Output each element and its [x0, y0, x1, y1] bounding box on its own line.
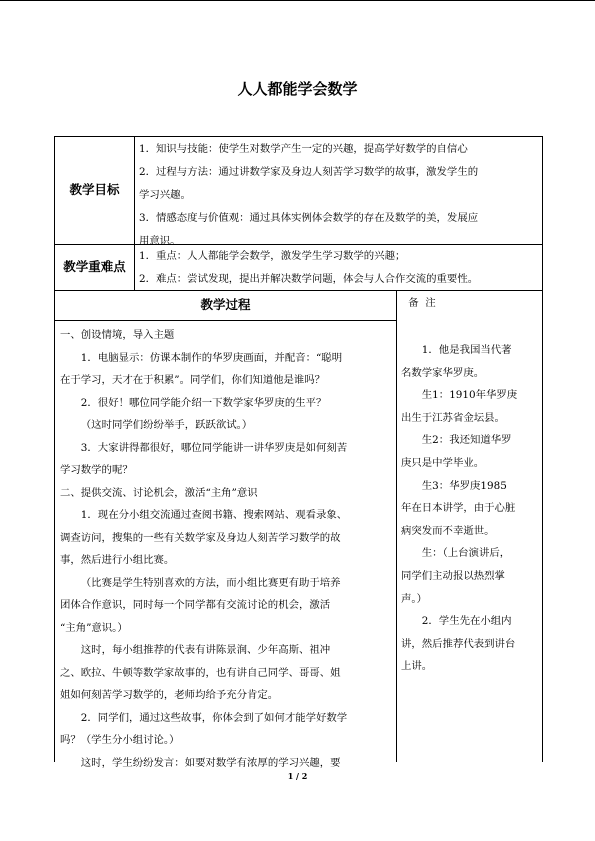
notes-line: 声。）: [401, 592, 427, 605]
page-number: 1 / 2: [287, 771, 308, 781]
notes-line: 生3：华罗庚1985: [421, 479, 507, 492]
process-line: 这时，学生纷纷发言：如要对数学有浓厚的学习兴趣，要: [80, 756, 341, 769]
objectives-line: 3．情感态度与价值观：通过具体实例体会数学的存在及数学的美，发展应: [139, 212, 479, 224]
notes-line: 2．学生先在小组内: [421, 615, 512, 628]
objectives-line: 用意识。: [139, 235, 181, 247]
process-content: [60, 324, 394, 774]
process-line: 3．大家讲得都很好，哪位同学能讲一讲华罗庚是如何刻苦: [80, 441, 348, 454]
notes-line: 病突发而不幸逝世。: [401, 524, 495, 537]
keypoints-line: 1．重点：人人都能学会数学，激发学生学习数学的兴趣；: [139, 250, 406, 262]
notes-line: 上讲。: [401, 660, 433, 673]
process-line: 二、提供交流、讨论机会，激活“主角”意识: [60, 486, 258, 499]
process-line: 吗？（学生分小组讨论。）: [60, 734, 180, 746]
objectives-label: 教学目标: [69, 182, 120, 197]
document-title: 人人都能学会数学: [237, 80, 358, 98]
notes-line: 名数学家华罗庚。: [401, 366, 485, 379]
table-divider-label-column: [134, 136, 135, 290]
process-line: 1．现在分小组交流通过查阅书籍、搜索网站、观看录象、: [80, 509, 348, 521]
process-line: 一、创设情境，导入主题: [60, 329, 175, 341]
notes-line: 生：（上台演讲后，: [421, 547, 511, 560]
notes-content: [401, 339, 541, 678]
process-line: 调查访问，搜集的一些有关数学家及身边人刻苦学习数学的故: [60, 531, 341, 544]
keypoints-content: [139, 245, 541, 291]
process-line: 之、欧拉、牛顿等数学家故事的，也有讲自己同学、哥哥、姐: [60, 666, 341, 679]
process-line: 这时，每小组推荐的代表有讲陈景润、少年高斯、祖冲: [80, 644, 331, 656]
objectives-line: 2．过程与方法：通过讲数学家及身边人刻苦学习数学的故事，激发学生的: [139, 166, 479, 178]
notes-line: 庚只是中学毕业。: [401, 456, 485, 469]
process-line: 事，然后进行小组比赛。: [60, 554, 175, 566]
notes-line: 生2：我还知道华罗: [421, 434, 512, 447]
objectives-line: 1．知识与技能：使学生对数学产生一定的兴趣，提高学好数学的自信心: [139, 143, 468, 155]
process-line: 在于学习，天才在于积累”。同学们，你们知道他是谁吗？: [60, 374, 326, 386]
process-line: 2．很好！哪位同学能介绍一下数学家华罗庚的生平？: [80, 396, 327, 409]
table-rule-process-header: [54, 320, 396, 321]
process-line: 团体合作意识，同时每一个同学都有交流讨论的机会，激活: [60, 599, 331, 611]
notes-line: 出生于江苏省金坛县。: [401, 411, 505, 424]
keypoints-line: 2．难点：尝试发现，提出并解决数学问题，体会与人合作交流的重要性。: [139, 273, 479, 285]
keypoints-label: 教学重难点: [63, 259, 126, 274]
notes-line: 同学们主动报以热烈掌: [401, 569, 505, 582]
notes-header: 备 注: [408, 297, 436, 309]
table-divider-notes-column: [396, 290, 397, 762]
process-line: （比赛是学生特别喜欢的方法，而小组比赛更有助于培养: [80, 576, 341, 589]
process-header: 教学过程: [200, 297, 251, 312]
objectives-line: 学习兴趣。: [139, 189, 191, 201]
process-line: 1．电脑显示：仿课本制作的华罗庚画面，并配音：“聪明: [80, 351, 343, 364]
notes-line: 1．他是我国当代著: [421, 344, 512, 356]
process-line: 学习数学的呢？: [60, 464, 133, 476]
notes-line: 生1：1910年华罗庚: [421, 389, 518, 402]
process-line: （这时同学们纷纷举手，跃跃欲试。）: [80, 419, 253, 431]
process-line: 姐如何刻苦学习数学的，老师均给予充分肯定。: [60, 689, 279, 701]
top-rule: [0, 0, 595, 1]
process-line: “主角”意识。）: [60, 621, 128, 634]
notes-line: 讲，然后推荐代表到讲台: [401, 637, 516, 650]
objectives-content: [139, 138, 541, 253]
process-line: 2．同学们，通过这些故事，你体会到了如何才能学好数学: [80, 711, 348, 724]
notes-line: 年在日本讲学，由于心脏: [401, 502, 516, 515]
